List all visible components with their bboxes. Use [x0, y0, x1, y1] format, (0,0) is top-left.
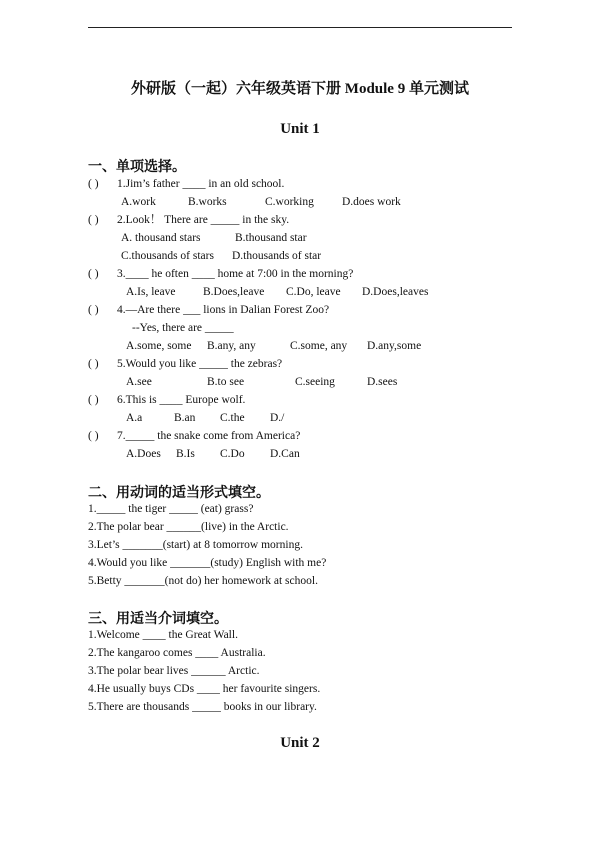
answer-blank[interactable]: ( )	[88, 394, 99, 406]
unit1-heading: Unit 1	[280, 121, 320, 137]
q2-option-b: B.thousand star	[235, 232, 307, 244]
answer-blank[interactable]: ( )	[88, 214, 99, 226]
prep-item-3: 3.The polar bear lives ______ Arctic.	[88, 665, 260, 677]
q6-option-c: C.the	[220, 412, 245, 424]
section1-heading: 一、单项选择。	[88, 160, 186, 175]
q7-option-d: D.Can	[270, 448, 300, 460]
prep-item-5: 5.There are thousands _____ books in our library.	[88, 701, 317, 713]
q4-option-d: D.any,some	[367, 340, 422, 352]
question-5	[88, 357, 282, 371]
top-rule	[88, 27, 512, 28]
q4-option-a: A.some, some	[126, 340, 192, 352]
question-stem: 6.This is ____ Europe wolf.	[117, 394, 246, 406]
q4-response: --Yes, there are _____	[132, 322, 234, 334]
question-6	[88, 393, 245, 407]
q4-option-b: B.any, any	[207, 340, 256, 352]
question-stem: 2.Look！ There are _____ in the sky.	[117, 214, 290, 226]
unit2-heading: Unit 2	[280, 735, 320, 751]
q3-option-a: A.Is, leave	[126, 286, 176, 298]
q6-option-a: A.a	[126, 412, 143, 424]
q1-option-b: B.works	[188, 196, 227, 208]
q2-option-d: D.thousands of star	[232, 250, 322, 262]
prep-item-2: 2.The kangaroo comes ____ Australia.	[88, 647, 266, 659]
question-stem: 1.Jim’s father ____ in an old school.	[117, 178, 285, 190]
section3-heading: 三、用适当介词填空。	[88, 612, 228, 627]
question-4	[88, 303, 329, 317]
q5-option-b: B.to see	[207, 376, 245, 388]
q7-option-b: B.Is	[176, 448, 195, 460]
page-title: 外研版（一起）六年级英语下册 Module 9 单元测试	[131, 81, 469, 97]
q1-option-d: D.does work	[342, 196, 401, 208]
answer-blank[interactable]: ( )	[88, 358, 99, 370]
question-stem: 7._____ the snake come from America?	[117, 430, 301, 442]
question-2	[88, 213, 289, 227]
prep-item-1: 1.Welcome ____ the Great Wall.	[88, 629, 238, 641]
question-1	[88, 177, 284, 191]
q5-option-c: C.seeing	[295, 376, 335, 388]
answer-blank[interactable]: ( )	[88, 304, 99, 316]
q2-option-c: C.thousands of stars	[121, 250, 214, 262]
q1-option-c: C.working	[265, 196, 314, 208]
question-stem: 4.—Are there ___ lions in Dalian Forest Zoo?	[117, 304, 330, 316]
q4-option-c: C.some, any	[290, 340, 348, 352]
q3-option-b: B.Does,leave	[203, 286, 265, 298]
fill-item-1: 1._____ the tiger _____ (eat) grass?	[88, 503, 254, 515]
q3-option-c: C.Do, leave	[286, 286, 341, 298]
q5-option-a: A.see	[126, 376, 152, 388]
q2-option-a: A. thousand stars	[121, 232, 201, 244]
question-3	[88, 267, 353, 281]
q5-option-d: D.sees	[367, 376, 398, 388]
q7-option-c: C.Do	[220, 448, 245, 460]
fill-item-3: 3.Let’s _______(start) at 8 tomorrow morning.	[88, 539, 303, 551]
q1-option-a: A.work	[121, 196, 156, 208]
answer-blank[interactable]: ( )	[88, 430, 99, 442]
section2-heading: 二、用动词的适当形式填空。	[88, 486, 270, 501]
q6-option-b: B.an	[174, 412, 196, 424]
answer-blank[interactable]: ( )	[88, 268, 99, 280]
q6-option-d: D./	[270, 412, 285, 424]
question-7	[88, 429, 300, 443]
prep-item-4: 4.He usually buys CDs ____ her favourite singers.	[88, 683, 321, 695]
answer-blank[interactable]: ( )	[88, 178, 99, 190]
fill-item-4: 4.Would you like _______(study) English with me?	[88, 557, 327, 569]
fill-item-2: 2.The polar bear ______(live) in the Arctic.	[88, 521, 289, 533]
question-stem: 3.____ he often ____ home at 7:00 in the morning?	[117, 268, 354, 280]
q7-option-a: A.Does	[126, 448, 161, 460]
fill-item-5: 5.Betty _______(not do) her homework at school.	[88, 575, 318, 587]
question-stem: 5.Would you like _____ the zebras?	[117, 358, 283, 370]
q3-option-d: D.Does,leaves	[362, 286, 429, 298]
